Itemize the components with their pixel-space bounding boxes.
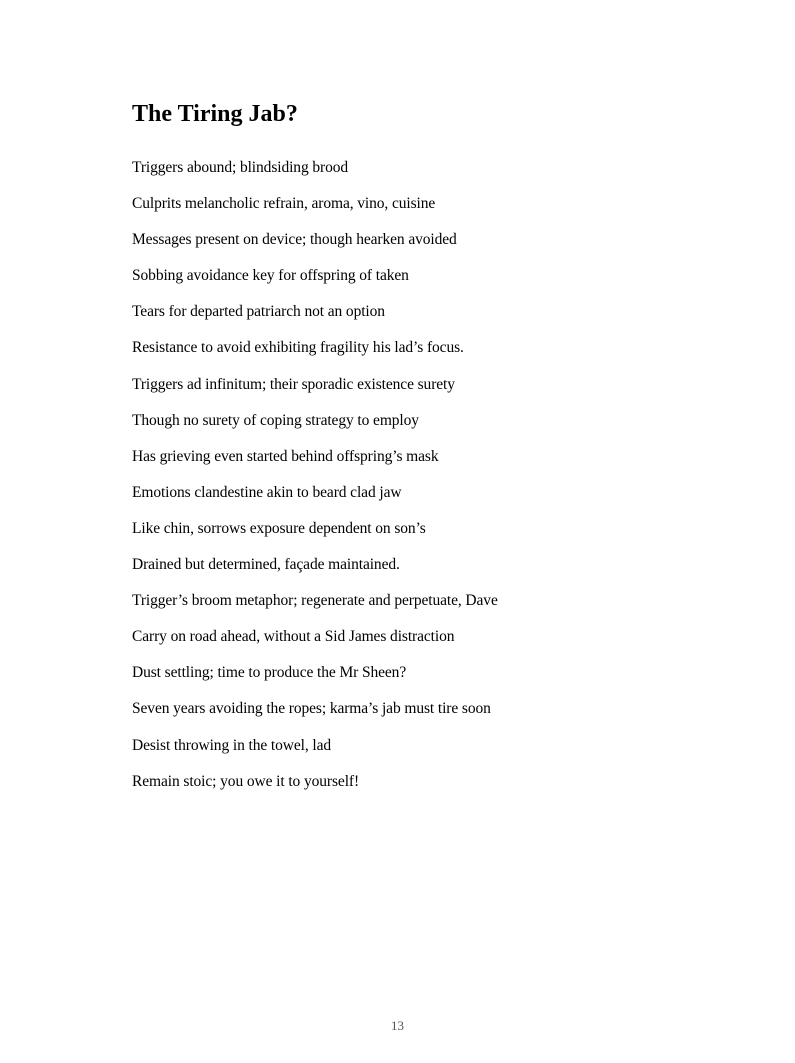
poem-line: Messages present on device; though hearken avoided [132,231,457,249]
page-number: 13 [391,1018,404,1033]
poem-line: Trigger’s broom metaphor; regenerate and perpetuate, Dave [132,592,498,610]
poem-line: Remain stoic; you owe it to yourself! [132,772,360,790]
poem-line: Triggers abound; blindsiding brood [132,159,349,176]
poem-line: Dust settling; time to produce the Mr Sheen? [132,664,407,682]
poem-line: Drained but determined, façade maintained. [132,556,400,574]
poem-line: Carry on road ahead, without a Sid James distraction [132,628,455,646]
poem-title: The Tiring Jab? [132,101,298,127]
poem-line: Emotions clandestine akin to beard clad jaw [132,483,402,501]
poem-line: Desist throwing in the towel, lad [132,736,332,754]
poem-line: Has grieving even started behind offspring’s mask [132,447,439,465]
poem-line: Sobbing avoidance key for offspring of taken [132,267,409,285]
poem-line: Triggers ad infinitum; their sporadic existence surety [132,375,455,393]
poem-line: Seven years avoiding the ropes; karma’s jab must tire soon [132,700,491,718]
poem-line: Though no surety of coping strategy to employ [132,411,419,429]
poem-line: Culprits melancholic refrain, aroma, vino, cuisine [132,195,436,213]
poem-line: Tears for departed patriarch not an option [132,303,385,321]
poem-line: Resistance to avoid exhibiting fragility his lad’s focus. [132,339,464,357]
poem-line: Like chin, sorrows exposure dependent on son’s [132,519,426,537]
poem-body [132,150,498,800]
